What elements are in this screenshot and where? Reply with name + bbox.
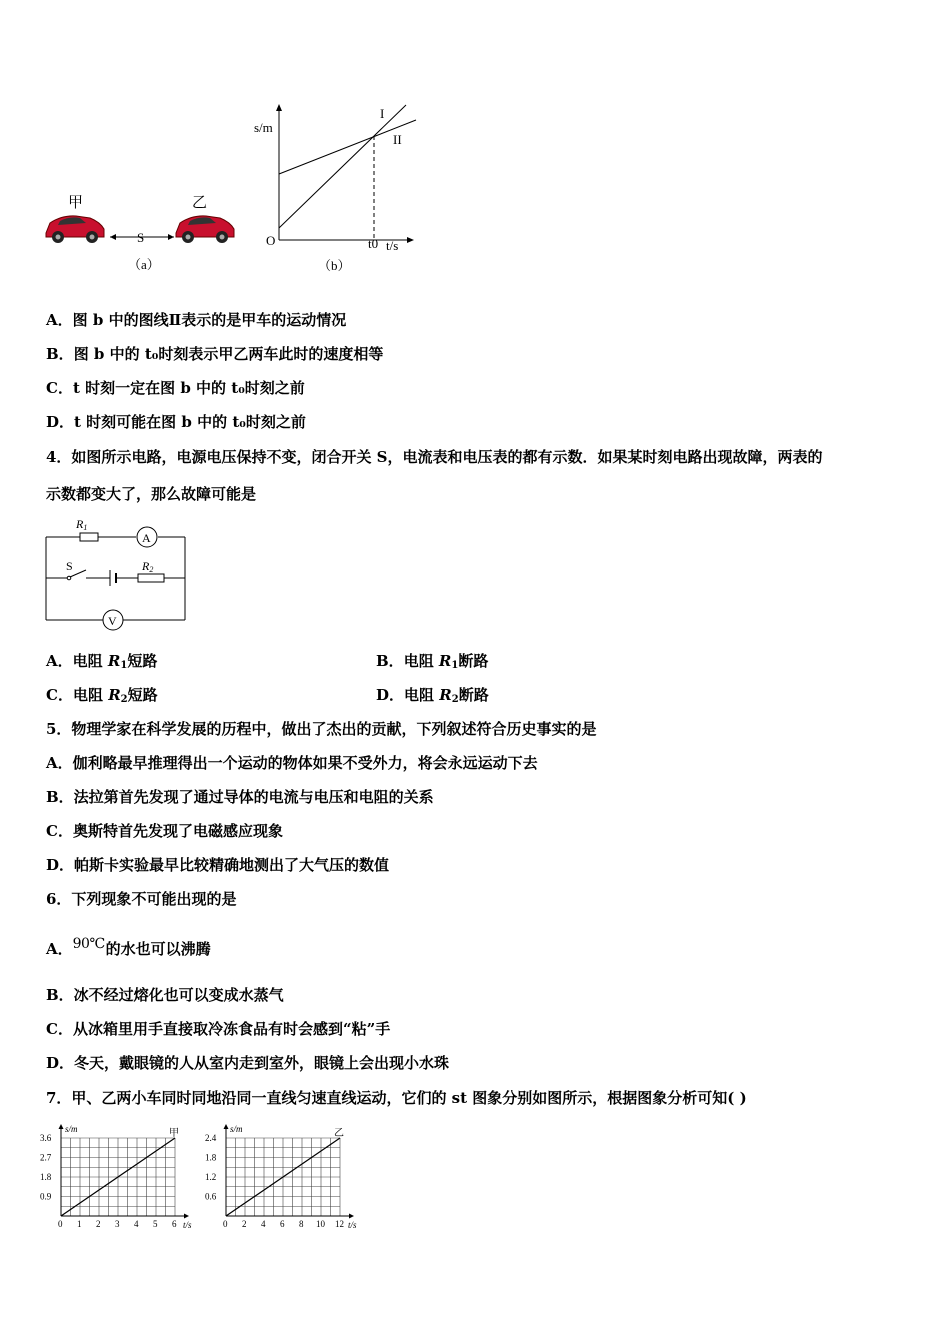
q5-option-b: B．法拉第首先发现了通过导体的电流与电压和电阻的关系 <box>46 788 434 806</box>
car-left-label: 甲 <box>68 195 84 211</box>
figure-b-caption: （b） <box>318 258 351 273</box>
car-right-label: 乙 <box>192 195 208 211</box>
series-title: 乙 <box>334 1128 344 1139</box>
figure-a-caption: （a） <box>128 257 160 272</box>
q7-chart-jia <box>40 1118 200 1230</box>
figure-a-cars <box>40 185 250 275</box>
y-axis-label: s/m <box>65 1124 78 1134</box>
x-tick-label: 4 <box>134 1219 139 1229</box>
q4-stem-line1: 4．如图所示电路，电源电压保持不变，闭合开关 S，电流表和电压表的都有示数．如果某时刻电路出现故障，两表的 <box>46 448 823 466</box>
x-tick-label: 6 <box>280 1219 285 1229</box>
resistor-r2 <box>138 574 164 582</box>
y-tick-label: 1.8 <box>40 1172 52 1182</box>
q5-option-a: A．伽利略最早推理得出一个运动的物体如果不受外力，将会永远运动下去 <box>46 754 538 772</box>
q6-option-c: C．从冰箱里用手直接取冷冻食品有时会感到“粘”手 <box>46 1020 391 1038</box>
q5-stem: 5．物理学家在科学发展的历程中，做出了杰出的贡献，下列叙述符合历史事实的是 <box>46 720 597 738</box>
q3-option-a: A．图 b 中的图线Ⅱ表示的是甲车的运动情况 <box>46 311 347 329</box>
y-tick-label: 2.4 <box>205 1133 217 1143</box>
x-axis-arrow <box>349 1214 354 1219</box>
q5-option-c: C．奥斯特首先发现了电磁感应现象 <box>46 822 283 840</box>
q7-chart-yi <box>205 1118 365 1230</box>
q7-stem: 7．甲、乙两小车同时同地沿同一直线匀速直线运动，它们的 st 图象分别如图所示，根据图象分析可知( ) <box>46 1089 747 1107</box>
t0-label: t0 <box>368 236 379 251</box>
q4-option-a: A．电阻 $R_1$短路 <box>46 652 158 671</box>
x-tick-label: 3 <box>115 1219 120 1229</box>
q6-option-b: B．冰不经过熔化也可以变成水蒸气 <box>46 986 284 1004</box>
y-axis-arrow <box>224 1124 229 1129</box>
q3-option-d: D．t 时刻可能在图 b 中的 t₀时刻之前 <box>46 413 306 431</box>
q4-option-row2 <box>46 685 489 710</box>
q4-circuit-diagram <box>40 512 200 634</box>
switch-label: S <box>66 559 73 573</box>
y-axis-arrow <box>59 1124 64 1129</box>
r2-label: R2 <box>142 559 154 574</box>
x-tick-label: 0 <box>58 1219 63 1229</box>
ammeter-label: A <box>142 531 151 545</box>
x-tick-label: 0 <box>223 1219 228 1229</box>
temperature-value: 90℃ <box>72 936 105 952</box>
voltmeter-label: V <box>108 614 117 628</box>
y-axis-label: s/m <box>230 1124 243 1134</box>
distance-label: S <box>137 230 145 245</box>
x-axis-label: t/s <box>183 1220 192 1230</box>
q4-option-d: D．电阻 $R_2$断路 <box>376 686 489 705</box>
x-axis-arrow <box>184 1214 189 1219</box>
q6-option-a: A．90℃的水也可以沸腾 <box>46 936 211 958</box>
y-tick-label: 3.6 <box>40 1133 52 1143</box>
q4-option-c: C．电阻 $R_2$短路 <box>46 686 158 705</box>
q3-option-c: C．t 时刻一定在图 b 中的 t₀时刻之前 <box>46 379 305 397</box>
y-tick-label: 0.6 <box>205 1191 217 1202</box>
q4-option-row1 <box>46 651 489 676</box>
origin-label: O <box>266 233 276 248</box>
r1-label: R1 <box>76 517 88 532</box>
q3-option-b: B．图 b 中的 t₀时刻表示甲乙两车此时的速度相等 <box>46 345 384 363</box>
x-tick-label: 8 <box>299 1219 304 1229</box>
x-tick-label: 10 <box>316 1219 325 1229</box>
line-ii-label: II <box>393 132 402 147</box>
x-tick-label: 1 <box>77 1219 82 1229</box>
x-tick-label: 5 <box>153 1219 158 1229</box>
x-axis-label: t/s <box>348 1220 357 1230</box>
y-tick-label: 2.7 <box>40 1152 52 1163</box>
y-tick-label: 0.9 <box>40 1191 52 1202</box>
x-tick-label: 6 <box>172 1219 177 1229</box>
q6-stem: 6．下列现象不可能出现的是 <box>46 890 237 908</box>
q4-stem-line2: 示数都变大了，那么故障可能是 <box>46 485 257 503</box>
figure-b-graph <box>250 100 430 278</box>
y-tick-label: 1.2 <box>205 1172 217 1182</box>
x-tick-label: 12 <box>335 1219 344 1229</box>
series-title: 甲 <box>169 1128 179 1139</box>
line-ii <box>279 120 416 174</box>
resistor-r1 <box>80 533 98 541</box>
line-i-label: I <box>380 106 385 121</box>
x-tick-label: 2 <box>96 1219 101 1229</box>
y-tick-label: 1.8 <box>205 1152 217 1163</box>
car-right-icon <box>176 216 234 243</box>
q5-option-d: D．帕斯卡实验最早比较精确地测出了大气压的数值 <box>46 856 390 874</box>
q6-option-d: D．冬天，戴眼镜的人从室内走到室外，眼镜上会出现小水珠 <box>46 1054 450 1072</box>
x-tick-label: 2 <box>242 1219 247 1229</box>
car-left-icon <box>46 216 104 243</box>
q4-option-b: B．电阻 $R_1$断路 <box>376 652 489 671</box>
x-tick-label: 4 <box>261 1219 266 1229</box>
x-axis-label: t/s <box>386 238 399 253</box>
y-axis-label: s/m <box>254 120 273 135</box>
